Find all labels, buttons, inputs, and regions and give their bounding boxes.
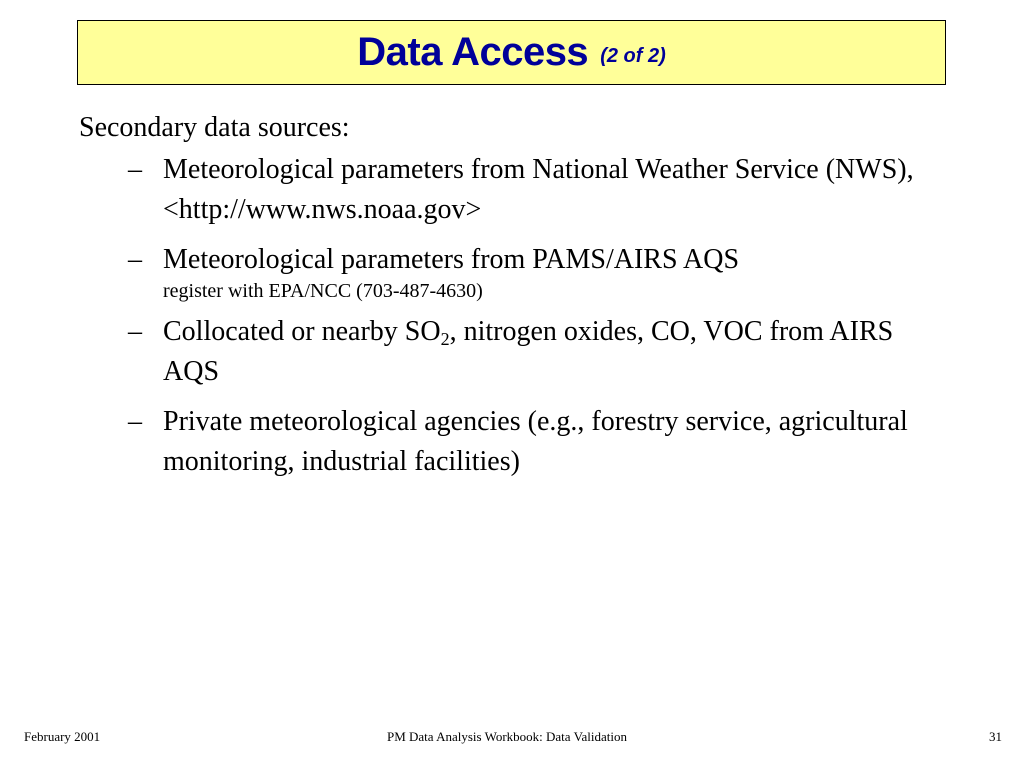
page-number: 31: [989, 729, 1002, 744]
slide-body: [79, 108, 949, 492]
footer-title: PM Data Analysis Workbook: Data Validation: [386, 729, 628, 744]
slide-title: Data Access: [357, 30, 589, 74]
bullet-list: [79, 150, 949, 482]
title-banner: [77, 20, 946, 85]
dash-bullet: –: [128, 406, 142, 437]
dash-bullet: –: [128, 244, 142, 275]
subscript: 2: [440, 329, 450, 349]
dash-bullet: –: [128, 154, 142, 185]
slide-title-part: (2 of 2): [600, 45, 666, 67]
lead-text: Secondary data sources:: [79, 112, 350, 143]
list-item: [79, 312, 949, 392]
dash-bullet: –: [128, 316, 142, 347]
footer-date: February 2001: [24, 729, 101, 744]
list-item: [79, 402, 949, 482]
item-text: Meteorological parameters from National Weather Service (NWS), <http://www.nws.noaa.gov>: [163, 154, 914, 225]
item-note: register with EPA/NCC (703-487-4630): [163, 280, 483, 302]
item-text: Meteorological parameters from PAMS/AIRS AQS: [163, 244, 740, 275]
item-text-start: Collocated or nearby SO: [163, 316, 441, 347]
item-text-end: , nitrogen oxides, CO, VOC from AIRS AQS: [163, 316, 894, 387]
item-text: Private meteorological agencies (e.g., forestry service, agricultural monitoring, industrial facilities): [163, 406, 908, 477]
list-item: [79, 150, 949, 230]
list-item: [79, 240, 949, 302]
